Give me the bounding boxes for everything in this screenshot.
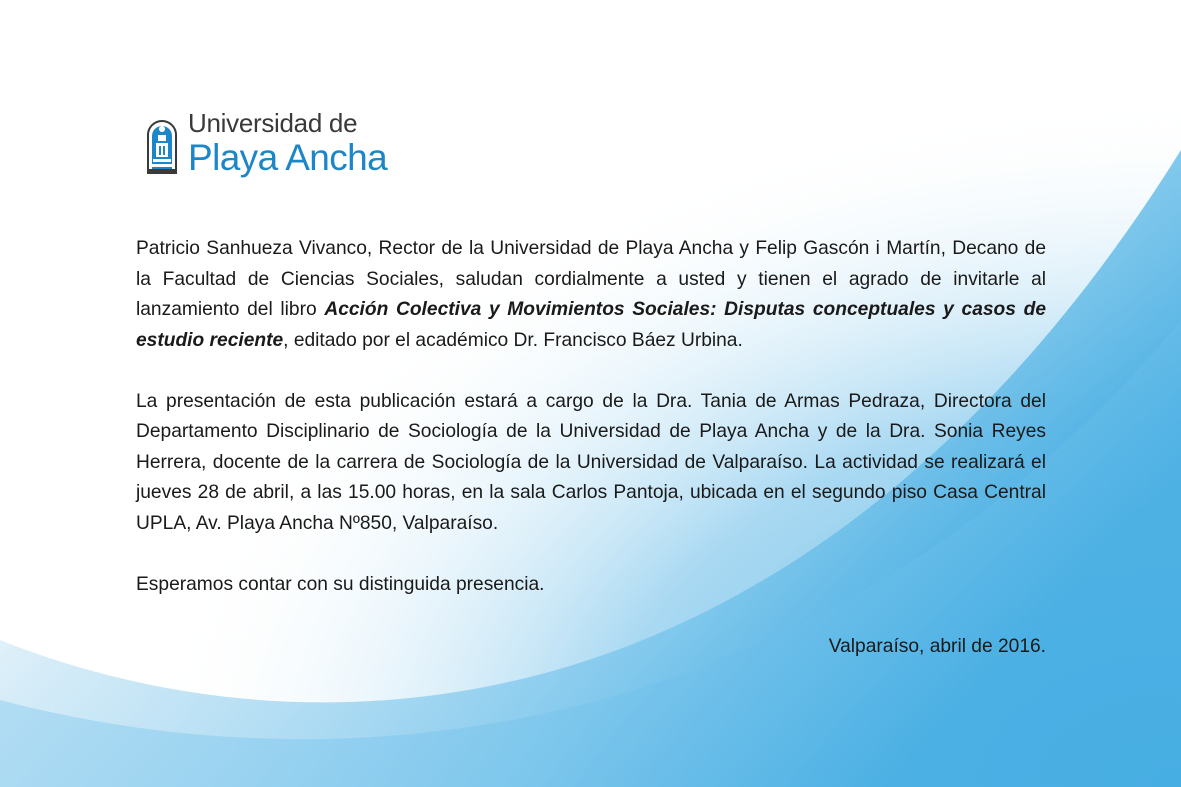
paragraph-presentation-details: La presentación de esta publicación estará a cargo de la Dra. Tania de Armas Pedraza, Directora del Departamento Disciplinario de Sociología de la Universidad de Playa Ancha y de la Dra. Sonia Reyes Herrera, docente de la carrera de Sociología de la Universidad de Valparaíso. La actividad se realizará el jueves 28 de abril, a las 15.00 horas, en la sala Carlos Pantoja, ubicada en el segundo piso Casa Central UPLA, Av. Playa Ancha Nº850, Valparaíso. bbox=[136, 390, 1046, 534]
invitation-letter bbox=[136, 234, 1046, 663]
lighthouse-emblem-icon bbox=[145, 113, 179, 175]
book-title: Acción Colectiva y Movimientos Sociales: Disputas conceptuales y casos de estudio reciente bbox=[136, 299, 1046, 351]
paragraph-invitation-editor: , editado por el académico Dr. Francisco Báez Urbina. bbox=[283, 329, 743, 351]
university-logo bbox=[145, 110, 387, 176]
paragraph-invitation-intro: Patricio Sanhueza Vivanco, Rector de la Universidad de Playa Ancha y Felip Gascón i Martín, Decano de la Facultad de Ciencias Sociales, saludan cordialmente a usted y tienen el agrado de invitarle al lanzamiento del libro bbox=[136, 238, 1046, 320]
paragraph-closing: Esperamos contar con su distinguida presencia. bbox=[136, 573, 545, 595]
logo-line-2: Playa Ancha bbox=[188, 137, 388, 178]
paragraph-invitation bbox=[136, 234, 1046, 356]
logo-line-1: Universidad de bbox=[188, 108, 358, 138]
logo-wordmark bbox=[188, 110, 387, 176]
place-and-date: Valparaíso, abril de 2016. bbox=[828, 636, 1046, 657]
